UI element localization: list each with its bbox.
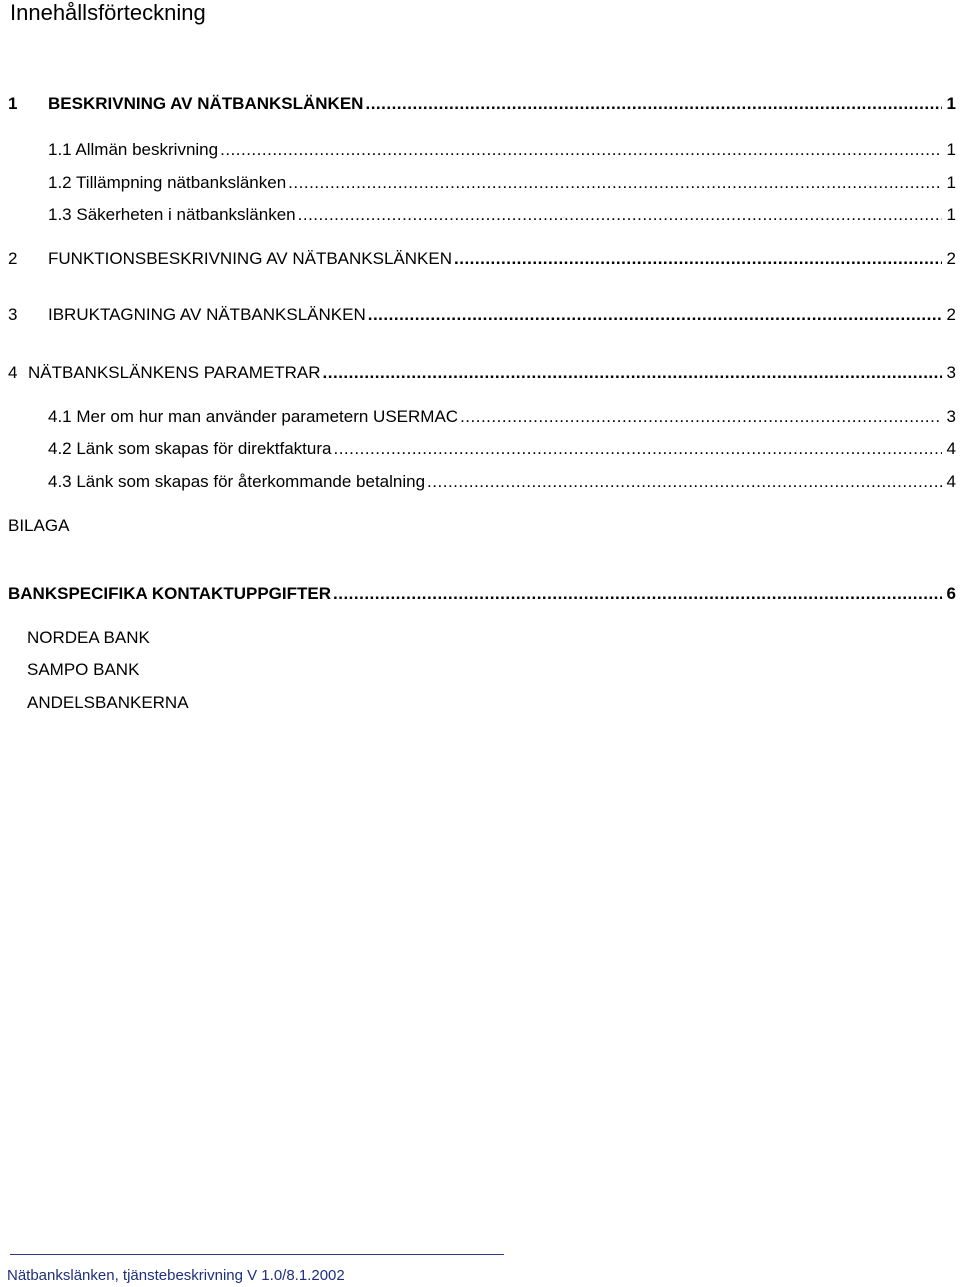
toc-entry-page: 4 (946, 439, 956, 458)
dot-leader (460, 406, 942, 428)
dot-leader (333, 583, 942, 605)
toc-entry-number: 1 (8, 94, 18, 113)
toc-entry-page: 3 (946, 407, 956, 426)
toc-entry-1-2[interactable] (0, 172, 960, 194)
dot-leader (333, 438, 942, 460)
footer-rule (10, 1254, 504, 1255)
toc-entry-appendix[interactable] (0, 583, 960, 605)
toc-entry-page: 6 (946, 584, 956, 603)
dot-leader (323, 362, 942, 384)
toc-entry-page: 1 (946, 173, 956, 192)
dot-leader (365, 93, 942, 115)
toc-entry-text: BANKSPECIFIKA KONTAKTUPPGIFTER (8, 584, 331, 603)
toc-entry-text: 1.3 Säkerheten i nätbankslänken (48, 205, 296, 224)
toc-entry-text: NÄTBANKSLÄNKENS PARAMETRAR (28, 363, 321, 382)
toc-entry-1-1[interactable] (0, 139, 960, 161)
toc-entry-page: 3 (946, 363, 956, 382)
toc-entry-page: 4 (946, 472, 956, 491)
toc-entry-number: 4 (8, 363, 18, 382)
toc-entry-text: 1.1 Allmän beskrivning (48, 140, 219, 159)
toc-entry-4-1[interactable] (0, 406, 960, 428)
dot-leader (368, 304, 942, 326)
toc-entry-page: 1 (946, 205, 956, 224)
dot-leader (454, 248, 942, 270)
toc-entry-text: 4.2 Länk som skapas för direktfaktura (48, 439, 332, 458)
bank-name: SAMPO BANK (27, 660, 140, 679)
toc-entry-page: 1 (946, 140, 956, 159)
bank-name: ANDELSBANKERNA (27, 693, 189, 712)
dot-leader (220, 139, 942, 161)
toc-entry-3[interactable] (0, 304, 960, 326)
toc-entry-text: FUNKTIONSBESKRIVNING AV NÄTBANKSLÄNKEN (48, 249, 452, 268)
toc-entry-4[interactable] (0, 362, 960, 384)
bank-name: NORDEA BANK (27, 628, 150, 647)
toc-entry-2[interactable] (0, 248, 960, 270)
toc-entry-number: 3 (8, 305, 18, 324)
toc-entry-text: BESKRIVNING AV NÄTBANKSLÄNKEN (48, 94, 364, 113)
toc-entry-page: 2 (946, 249, 956, 268)
appendix-label: BILAGA (8, 516, 70, 535)
toc-entry-4-3[interactable] (0, 471, 960, 493)
page-title: Innehållsförteckning (10, 0, 206, 25)
footer-text: Nätbankslänken, tjänstebeskrivning V 1.0/8.1.2002 (7, 1267, 345, 1284)
toc-entry-1[interactable] (0, 93, 960, 115)
toc-entry-4-2[interactable] (0, 438, 960, 460)
dot-leader (298, 204, 942, 226)
dot-leader (288, 172, 942, 194)
toc-entry-page: 2 (946, 305, 956, 324)
toc-entry-1-3[interactable] (0, 204, 960, 226)
toc-entry-text: 4.1 Mer om hur man använder parametern USERMAC (48, 407, 459, 426)
toc-entry-number: 2 (8, 249, 18, 268)
toc-entry-text: 1.2 Tillämpning nätbankslänken (48, 173, 287, 192)
toc-entry-text: IBRUKTAGNING AV NÄTBANKSLÄNKEN (48, 305, 366, 324)
dot-leader (427, 471, 942, 493)
toc-entry-page: 1 (946, 94, 956, 113)
toc-entry-text: 4.3 Länk som skapas för återkommande betalning (48, 472, 426, 491)
